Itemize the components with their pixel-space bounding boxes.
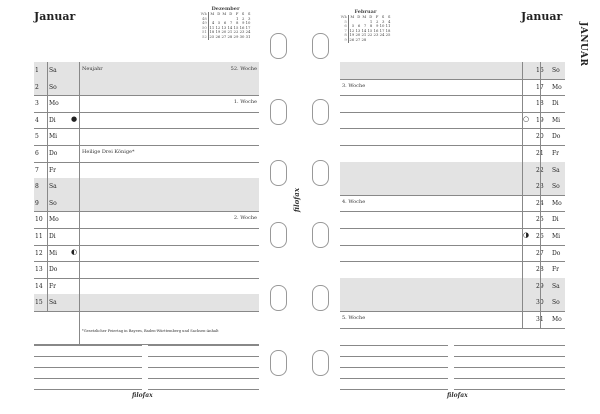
day-name: So [552, 299, 560, 307]
december-calendar-day: 23 [239, 29, 245, 35]
day-row [340, 79, 565, 96]
december-calendar-day: 15 [233, 24, 239, 30]
day-row [340, 311, 565, 328]
day-row [340, 294, 565, 311]
right-month-title: Januar [521, 10, 563, 23]
week-label: 52. Woche [230, 66, 257, 72]
december-calendar-day: 11 [209, 24, 215, 30]
left-page [0, 0, 270, 414]
right-page [330, 0, 600, 414]
day-row [34, 195, 259, 212]
day-row [34, 228, 259, 245]
february-calendar-day: 16 [373, 27, 379, 33]
day-name: So [49, 199, 57, 207]
december-calendar-weekday-header: S [241, 11, 245, 16]
day-name: Do [49, 150, 58, 157]
notes-line [340, 389, 448, 390]
day-number: 30 [536, 299, 544, 307]
december-calendar-day: 20 [221, 29, 227, 35]
february-calendar-day: 8 [369, 23, 373, 29]
day-note: Neujahr [82, 66, 103, 72]
february-calendar-weekday-header: D [357, 14, 361, 19]
notes-line [34, 367, 142, 368]
binder-hole [312, 222, 329, 248]
february-calendar-day: 10 [379, 23, 385, 29]
day-number: 1 [35, 67, 39, 74]
december-calendar-day: 25 [209, 33, 215, 39]
day-row [340, 112, 565, 129]
day-name: Mo [49, 100, 59, 108]
binder-hole [270, 33, 287, 59]
day-note: Heilige Drei Könige* [82, 149, 135, 155]
december-calendar-day: 19 [215, 29, 221, 35]
december-calendar-day: 30 [239, 33, 245, 39]
left-month-title: Januar [34, 10, 76, 23]
december-calendar-day: 26 [215, 33, 221, 39]
day-number: 21 [536, 150, 544, 157]
day-row [340, 62, 565, 79]
binder-hole [312, 99, 329, 125]
day-name: So [552, 67, 560, 74]
december-calendar-week-number: 48 [201, 15, 207, 21]
notes-line [340, 356, 448, 357]
day-name: Mi [552, 116, 561, 124]
footnote: *Gesetzlicher Feiertag in Bayern, Baden-Württemberg und Sachsen-Anhalt [82, 329, 219, 333]
notes-line [340, 345, 448, 346]
binder-hole [312, 350, 329, 376]
december-calendar-day: 16 [239, 24, 245, 30]
day-row [340, 162, 565, 179]
right-divider-1 [522, 62, 523, 328]
day-row [340, 211, 565, 228]
december-calendar-weekday-header: M [210, 11, 215, 16]
february-calendar-weekday-header: Wk [340, 14, 347, 19]
december-calendar-weekday-header: S [247, 11, 251, 16]
notes-line [340, 378, 448, 379]
day-number: 24 [536, 199, 544, 207]
february-calendar-day: 23 [373, 32, 379, 38]
day-row [340, 145, 565, 162]
february-calendar-day: 3 [381, 18, 385, 24]
moon-phase-icon: ○ [523, 114, 530, 123]
december-calendar-day: 31 [245, 33, 251, 39]
day-row [34, 178, 259, 195]
notes-line [148, 378, 259, 379]
moon-phase-icon: ◑ [523, 231, 530, 239]
day-row [340, 178, 565, 195]
february-calendar-week-number: 8 [340, 33, 348, 38]
day-name: Di [49, 116, 56, 124]
february-calendar-weekday-header: F [375, 14, 379, 19]
day-number: 27 [536, 249, 544, 257]
moon-phase-icon: ● [71, 114, 78, 123]
february-calendar-day: 21 [361, 32, 367, 38]
day-name: Fr [552, 266, 560, 274]
february-calendar-weekday-header: S [381, 14, 385, 19]
week-label: 5. Woche [342, 315, 366, 321]
february-calendar-week-number: 9 [340, 38, 348, 43]
day-name: Mi [49, 133, 58, 141]
day-number: 14 [35, 282, 43, 290]
december-calendar-day: 14 [227, 24, 233, 30]
february-calendar-weekday-header: D [369, 14, 373, 19]
notes-line [148, 356, 259, 357]
notes-line [34, 356, 142, 357]
week-label: 3. Woche [342, 82, 366, 89]
day-name: Sa [49, 183, 57, 191]
day-rule [34, 311, 259, 312]
day-row [34, 95, 259, 112]
december-calendar-weekday-header: Wk [200, 11, 207, 16]
february-calendar-day: 17 [379, 27, 385, 33]
day-name: So [49, 83, 57, 91]
day-number: 2 [35, 83, 39, 91]
february-calendar-day: 20 [355, 32, 361, 38]
notes-line [34, 378, 142, 379]
day-name: Di [552, 216, 559, 224]
december-calendar-day: 27 [221, 33, 227, 39]
day-name: Mo [49, 216, 59, 224]
day-row [34, 294, 259, 311]
december-calendar-week-number: 50 [201, 24, 207, 30]
day-row [340, 228, 565, 245]
day-number: 11 [35, 233, 43, 240]
day-row [340, 195, 565, 212]
day-row [34, 162, 259, 179]
right-divider-2 [540, 62, 541, 328]
day-row [34, 261, 259, 278]
february-calendar-day: 1 [369, 18, 373, 24]
february-calendar-day: 24 [379, 32, 385, 38]
february-calendar-day: 6 [357, 23, 361, 29]
december-calendar-day: 8 [235, 20, 239, 26]
day-row [34, 145, 259, 162]
february-calendar-week-number: 6 [340, 24, 348, 29]
day-number: 20 [536, 133, 544, 141]
day-row [34, 278, 259, 295]
december-calendar-weekday-header: M [222, 11, 227, 16]
day-number: 31 [536, 316, 544, 323]
binder-hole [270, 350, 287, 376]
february-calendar-week-number: 7 [340, 29, 348, 34]
day-name: Sa [552, 166, 560, 174]
february-calendar-day: 27 [355, 36, 361, 42]
february-calendar-day: 12 [349, 27, 355, 33]
notes-line [454, 367, 565, 368]
february-calendar-day: 14 [361, 27, 367, 33]
day-row [34, 128, 259, 145]
february-calendar-day: 9 [375, 23, 379, 29]
february-calendar-day: 7 [363, 23, 367, 29]
left-divider-1 [47, 62, 48, 311]
day-name: Di [49, 233, 56, 240]
day-row [34, 211, 259, 228]
binder-hole [312, 160, 329, 186]
day-number: 16 [536, 67, 544, 74]
december-calendar-day: 6 [223, 20, 227, 26]
day-row [340, 95, 565, 112]
february-calendar-day: 18 [385, 27, 391, 33]
binder-hole [270, 222, 287, 248]
december-calendar-day: 7 [229, 20, 233, 26]
day-name: Mo [552, 316, 562, 323]
december-calendar-day: 9 [241, 20, 245, 26]
december-calendar-day: 29 [233, 33, 239, 39]
day-row [34, 62, 259, 79]
february-calendar-day: 22 [367, 32, 373, 38]
december-calendar-day: 17 [245, 24, 251, 30]
day-number: 13 [35, 266, 43, 274]
center-brand-logo: filofax [292, 188, 301, 213]
december-calendar-day: 28 [227, 33, 233, 39]
day-number: 25 [536, 216, 544, 224]
day-number: 17 [536, 83, 544, 91]
day-number: 12 [35, 249, 43, 257]
day-number: 15 [35, 299, 43, 307]
february-calendar-day: 26 [349, 36, 355, 42]
february-calendar-day: 15 [367, 27, 373, 33]
december-calendar-day: 13 [221, 24, 227, 30]
february-calendar-day: 13 [355, 27, 361, 33]
day-name: Fr [552, 150, 560, 157]
day-number: 26 [536, 233, 544, 240]
day-row [34, 245, 259, 262]
day-number: 29 [536, 282, 544, 290]
day-number: 9 [35, 199, 39, 207]
december-calendar-day: 4 [211, 20, 215, 26]
notes-line [454, 345, 565, 346]
day-row [340, 128, 565, 145]
day-name: Sa [49, 67, 57, 74]
day-name: Di [552, 100, 559, 108]
day-name: Mi [49, 249, 58, 257]
day-name: So [552, 183, 560, 191]
notes-line [454, 378, 565, 379]
december-calendar-day: 1 [235, 15, 239, 21]
december-calendar-weekday-header: D [229, 11, 233, 16]
december-calendar-day: 24 [245, 29, 251, 35]
day-number: 4 [35, 116, 39, 124]
february-calendar-day: 28 [361, 36, 367, 42]
right-footer-brand: filofax [447, 392, 468, 399]
december-calendar-day: 2 [241, 15, 245, 21]
february-calendar-day: 5 [351, 23, 355, 29]
binder-hole [270, 160, 287, 186]
notes-line [148, 367, 259, 368]
february-calendar-day: 4 [388, 18, 391, 24]
day-row [34, 79, 259, 96]
february-calendar-day: 11 [385, 23, 391, 29]
december-calendar-day: 5 [217, 20, 221, 26]
day-number: 6 [35, 150, 39, 157]
december-calendar-weekday-header: F [235, 11, 239, 16]
day-row [340, 245, 565, 262]
day-row [34, 112, 259, 129]
notes-line [34, 389, 142, 390]
day-number: 10 [35, 216, 43, 224]
day-name: Do [552, 249, 561, 257]
day-number: 22 [536, 166, 544, 174]
february-calendar-week-number: 5 [340, 20, 348, 25]
day-name: Mi [552, 233, 561, 240]
february-calendar-weekday-header: M [362, 14, 367, 19]
december-calendar-day: 12 [215, 24, 221, 30]
day-name: Sa [552, 282, 560, 290]
december-calendar-day: 3 [248, 15, 251, 21]
day-number: 19 [536, 116, 544, 124]
day-rule [340, 328, 565, 329]
day-name: Do [552, 133, 561, 141]
day-row [340, 278, 565, 295]
december-calendar-week-number: 52 [201, 33, 207, 39]
binder-hole [312, 33, 329, 59]
day-number: 8 [35, 183, 39, 191]
day-number: 23 [536, 183, 544, 191]
moon-phase-icon: ◐ [71, 247, 78, 256]
day-name: Sa [49, 299, 57, 307]
week-label: 2. Woche [233, 215, 257, 222]
binder-hole [312, 285, 329, 311]
day-number: 18 [536, 100, 544, 108]
december-calendar-day: 10 [245, 20, 251, 26]
december-calendar-day: 21 [227, 29, 233, 35]
december-calendar-day: 22 [233, 29, 239, 35]
february-calendar-day: 19 [349, 32, 355, 38]
binder-hole [270, 99, 287, 125]
vertical-month-tab: JANUAR [578, 22, 588, 67]
notes-line [454, 356, 565, 357]
day-name: Mo [552, 83, 562, 91]
day-number: 3 [35, 100, 39, 108]
day-name: Mo [552, 199, 562, 207]
day-name: Fr [49, 282, 57, 290]
day-number: 5 [35, 133, 39, 141]
february-calendar-weekday-header: M [350, 14, 355, 19]
left-footer-brand: filofax [132, 392, 153, 399]
february-calendar-weekday-header: S [387, 14, 391, 19]
february-calendar-day: 25 [385, 32, 391, 38]
week-label: 4. Woche [342, 198, 366, 205]
day-name: Fr [49, 166, 57, 174]
notes-line [454, 389, 565, 390]
binder-hole [270, 285, 287, 311]
december-calendar-weekday-header: D [217, 11, 221, 16]
day-number: 7 [35, 166, 39, 174]
week-label: 1. Woche [233, 99, 257, 106]
december-calendar-day: 18 [209, 29, 215, 35]
notes-line [340, 367, 448, 368]
day-row [340, 261, 565, 278]
day-name: Do [49, 266, 58, 274]
notes-line [148, 345, 259, 346]
notes-line [148, 389, 259, 390]
february-calendar-day: 2 [375, 18, 379, 24]
left-divider-2 [79, 62, 80, 344]
february-calendar-name: Februar [354, 9, 377, 15]
december-calendar-week-number: 49 [201, 20, 207, 26]
december-calendar-week-number: 51 [201, 29, 207, 35]
day-number: 28 [536, 266, 544, 274]
notes-line [34, 345, 142, 346]
december-calendar-name: Dezember [211, 6, 240, 12]
